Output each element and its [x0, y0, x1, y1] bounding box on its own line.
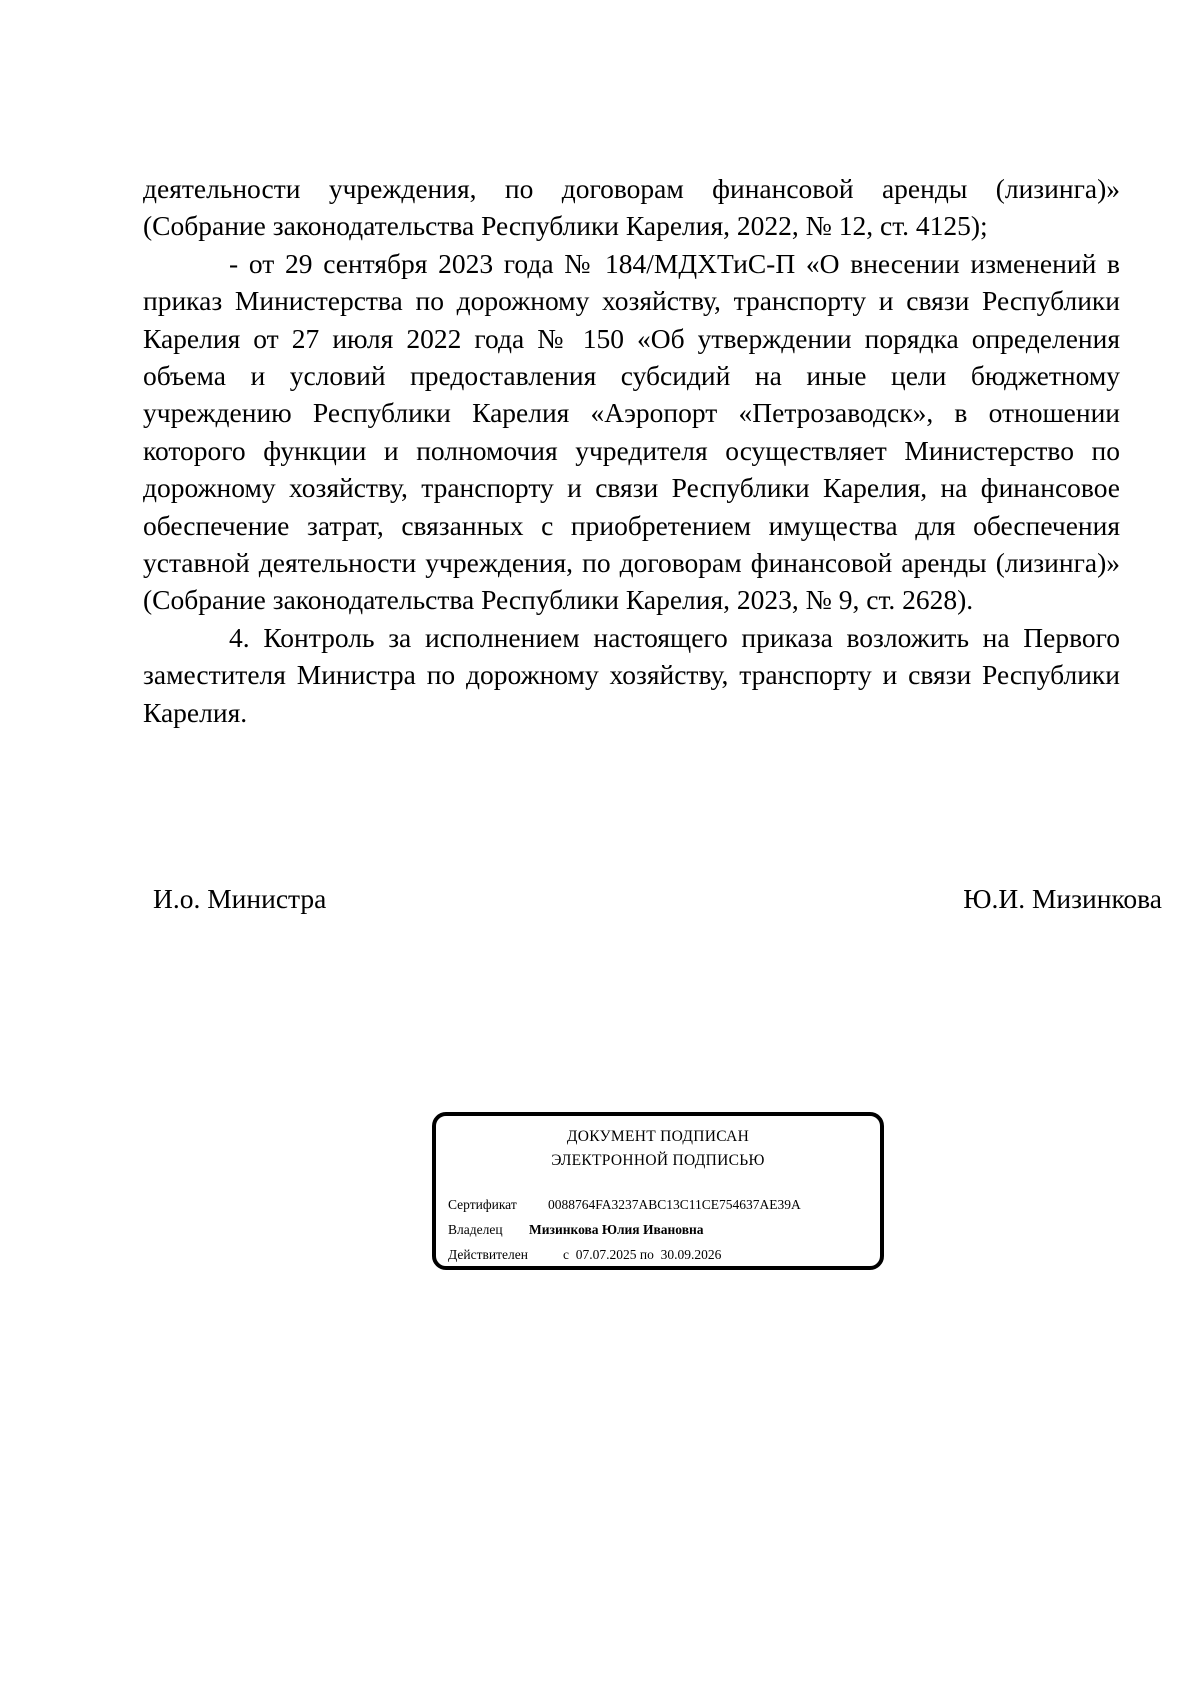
- owner-label: Владелец: [448, 1222, 503, 1237]
- certificate-label: Сертификат: [448, 1197, 517, 1212]
- valid-from-date: 07.07.2025: [575, 1247, 637, 1262]
- paragraph-continuation: деятельности учреждения, по договорам финансовой аренды (лизинга)» (Собрание законодательства Республики Карелия, 2022, № 12, ст. 4125);: [143, 173, 1120, 242]
- stamp-certificate-row: [448, 1196, 801, 1214]
- validity-label: Действителен: [448, 1247, 528, 1262]
- signatory-name: Ю.И. Мизинкова: [963, 883, 1162, 914]
- signatory-position: И.о. Министра: [153, 883, 327, 914]
- stamp-title-line-2: ЭЛЕКТРОННОЙ ПОДПИСЬЮ: [551, 1152, 765, 1169]
- valid-to-prefix: по: [639, 1247, 654, 1262]
- valid-from-prefix: с: [563, 1247, 569, 1262]
- paragraph-control-clause: 4. Контроль за исполнением настоящего приказа возложить на Первого заместителя Министра по дорожному хозяйству, транспорту и связи Республики Карелия.: [143, 621, 1120, 728]
- stamp-validity-row: [448, 1246, 721, 1264]
- stamp-owner-row: [448, 1221, 704, 1239]
- electronic-signature-stamp: [432, 1112, 884, 1270]
- owner-value: Мизинкова Юлия Ивановна: [529, 1222, 704, 1237]
- valid-to-date: 30.09.2026: [660, 1247, 722, 1262]
- stamp-title-line-1: ДОКУМЕНТ ПОДПИСАН: [566, 1128, 750, 1145]
- stamp-title: [436, 1125, 880, 1173]
- certificate-value: 0088764FA3237ABC13C11CE754637AE39A: [548, 1197, 801, 1212]
- paragraph-amendment-item: - от 29 сентября 2023 года № 184/МДХТиС-П «О внесении изменений в приказ Министерства по дорожному хозяйству, транспорту и связи Республики Карелия от 27 июля 2022 года № 150 «Об утверждении порядка определения объема и условий предоставления субсидий на иные цели бюджетному учреждению Республики Карелия «Аэропорт «Петрозаводск», в отношении которого функции и полномочия учредителя осуществляет Министерство по дорожному хозяйству, транспорту и связи Республики Карелия, на финансовое обеспечение затрат, связанных с приобретением имущества для обеспечения уставной деятельности учреждения, по договорам финансовой аренды (лизинга)» (Собрание законодательства Республики Карелия, 2023, № 9, ст. 2628).: [143, 247, 1120, 616]
- document-body: [143, 170, 1120, 731]
